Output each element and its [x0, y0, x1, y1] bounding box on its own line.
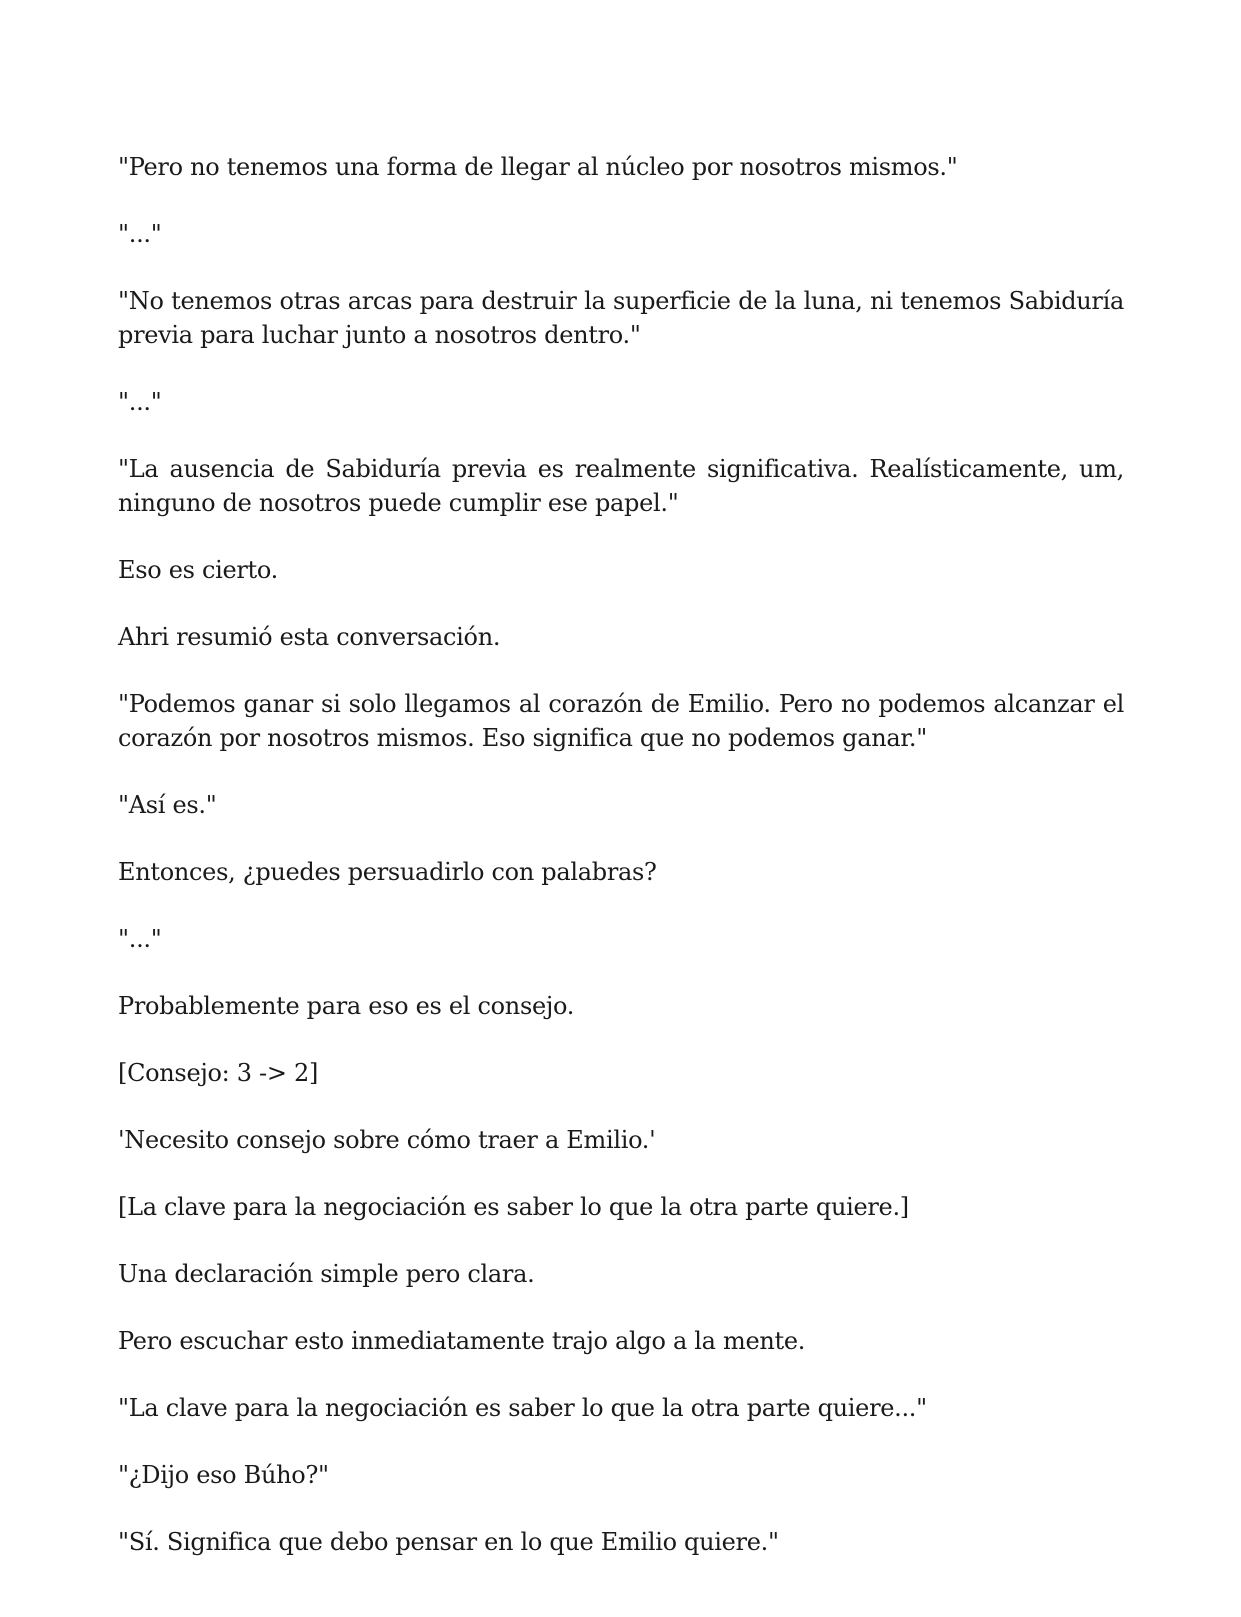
paragraph: "...": [118, 925, 162, 953]
paragraph: "¿Dijo eso Búho?": [118, 1461, 329, 1489]
paragraph: "No tenemos otras arcas para destruir la superficie de la luna, ni tenemos Sabiduría previa para luchar junto a nosotros dentro.": [118, 287, 1124, 349]
paragraph: [Consejo: 3 -> 2]: [118, 1059, 319, 1087]
paragraph: "Así es.": [118, 791, 217, 819]
paragraph: Entonces, ¿puedes persuadirlo con palabras?: [118, 858, 657, 886]
paragraph: "Pero no tenemos una forma de llegar al núcleo por nosotros mismos.": [118, 153, 958, 181]
paragraph: Ahri resumió esta conversación.: [118, 623, 501, 651]
paragraph: "Sí. Significa que debo pensar en lo que Emilio quiere.": [118, 1528, 779, 1556]
paragraph: "La clave para la negociación es saber lo que la otra parte quiere...": [118, 1394, 927, 1422]
document-body: [118, 150, 1124, 1592]
paragraph: 'Necesito consejo sobre cómo traer a Emilio.': [118, 1126, 656, 1154]
paragraph: "...": [118, 220, 162, 248]
paragraph: "La ausencia de Sabiduría previa es realmente significativa. Realísticamente, um, ninguno de nosotros puede cumplir ese papel.": [118, 455, 1124, 517]
paragraph: [La clave para la negociación es saber lo que la otra parte quiere.]: [118, 1193, 909, 1221]
paragraph: Una declaración simple pero clara.: [118, 1260, 535, 1288]
paragraph: "...": [118, 388, 162, 416]
paragraph: Probablemente para eso es el consejo.: [118, 992, 575, 1020]
paragraph: Pero escuchar esto inmediatamente trajo algo a la mente.: [118, 1327, 806, 1355]
paragraph: Eso es cierto.: [118, 556, 278, 584]
paragraph: "Podemos ganar si solo llegamos al corazón de Emilio. Pero no podemos alcanzar el corazón por nosotros mismos. Eso significa que no podemos ganar.": [118, 690, 1124, 752]
